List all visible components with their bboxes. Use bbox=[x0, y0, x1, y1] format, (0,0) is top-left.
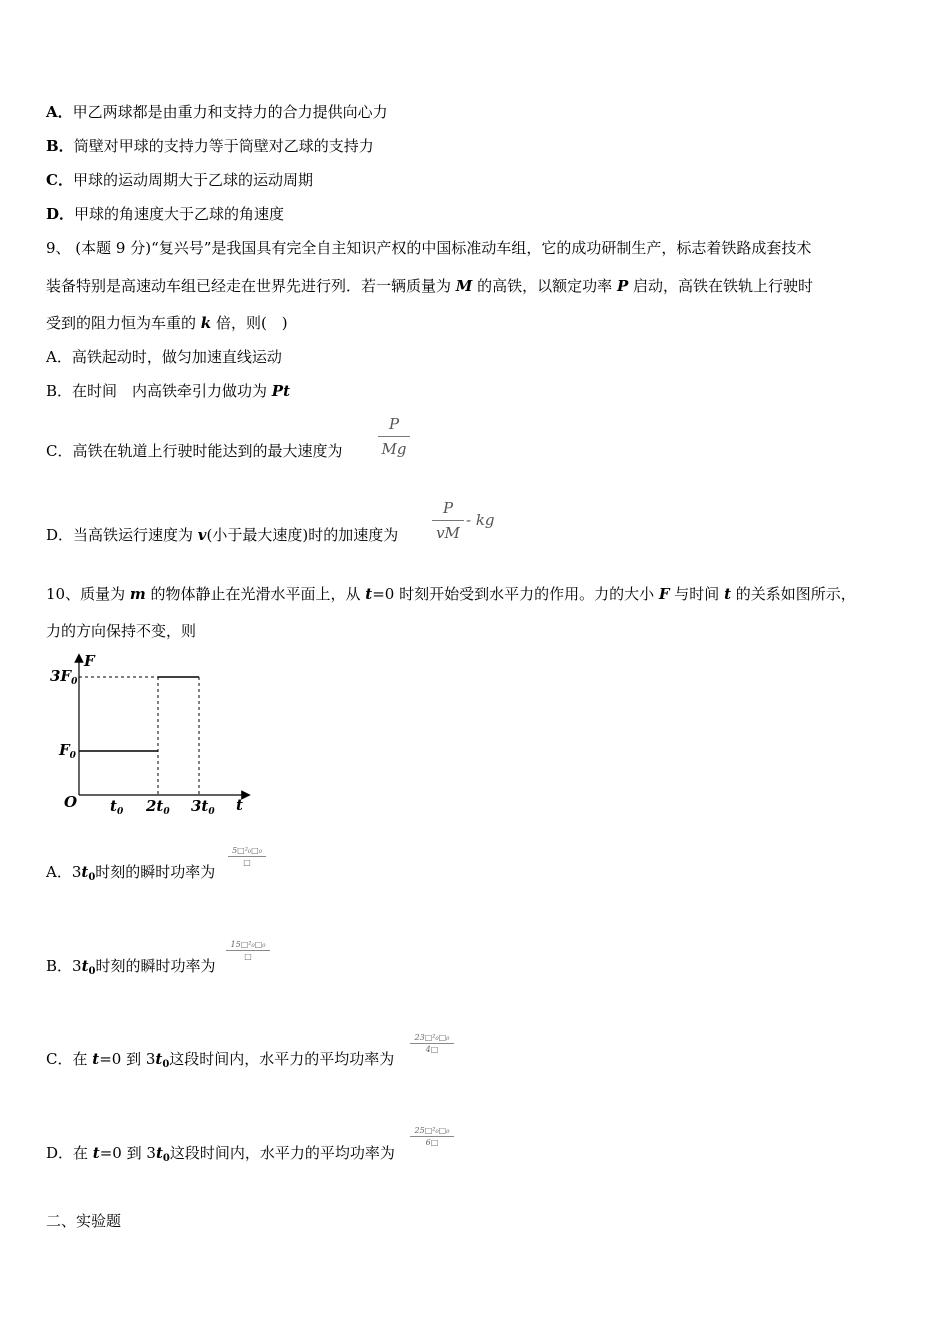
q9-option-b: B．在时间 内高铁牵引力做功为 Pt bbox=[46, 382, 291, 400]
q9-option-d: D．当高铁运行速度为 v(小于最大速度)时的加速度为 bbox=[46, 526, 399, 544]
origin-label: O bbox=[64, 793, 78, 811]
q9-option-a: A．高铁起动时，做匀加速直线运动 bbox=[46, 348, 282, 366]
q9-stem-line1: 9、 (本题 9 分)“复兴号”是我国具有完全自主知识产权的中国标准动车组，它的成功研制生产，标志着铁路成套技术 bbox=[46, 239, 812, 257]
q10-stem-line1: 10、质量为 m 的物体静止在光滑水平面上，从 t=0 时刻开始受到水平力的作用。力的大小 F 与时间 t 的关系如图所示， bbox=[46, 585, 856, 603]
x-tick-3t0: $3t_0$ bbox=[191, 797, 215, 817]
q9-option-d-tail: - kg bbox=[466, 511, 495, 529]
section-2-title: 二、实验题 bbox=[46, 1212, 122, 1230]
q10-option-b: B．$3t_0$时刻的瞬时功率为 bbox=[46, 957, 216, 977]
q9-option-c-fraction: P Mg bbox=[378, 414, 410, 459]
q10-stem-line2: 力的方向保持不变，则 bbox=[46, 622, 197, 640]
y-axis-label: F bbox=[84, 652, 95, 670]
force-time-graph bbox=[40, 650, 260, 825]
q8-option-c: C．甲球的运动周期大于乙球的运动周期 bbox=[46, 171, 313, 189]
x-axis-label: t bbox=[236, 796, 243, 814]
q9-stem-line2: 装备特别是高速动车组已经走在世界先进行列．若一辆质量为 M 的高铁，以额定功率 P 启动，高铁在铁轨上行驶时 bbox=[46, 277, 813, 295]
q10-option-c: C．在 t=0 到 $3t_0$这段时间内，水平力的平均功率为 bbox=[46, 1050, 395, 1070]
q8-option-a: A．甲乙两球都是由重力和支持力的合力提供向心力 bbox=[46, 103, 388, 121]
q9-stem-line3: 受到的阻力恒为车重的 k 倍，则( ) bbox=[46, 314, 288, 332]
x-tick-t0: $t_0$ bbox=[110, 797, 124, 817]
y-tick-f0: $F_0$ bbox=[59, 741, 76, 761]
q10-option-a: A．$3t_0$时刻的瞬时功率为 bbox=[46, 863, 216, 883]
q10-option-a-fraction: 5□²₀□₀ □ bbox=[228, 846, 266, 867]
q10-option-b-fraction: 15□²₀□₀ □ bbox=[226, 940, 270, 961]
q9-option-d-fraction: P vM bbox=[432, 498, 464, 543]
q10-option-d-fraction: 25□²₀□₀ 6□ bbox=[410, 1126, 454, 1147]
q10-option-c-fraction: 23□²₀□₀ 4□ bbox=[410, 1033, 454, 1054]
x-tick-2t0: $2t_0$ bbox=[146, 797, 170, 817]
q10-option-d: D．在 t=0 到 $3t_0$这段时间内，水平力的平均功率为 bbox=[46, 1144, 395, 1164]
q9-option-c: C．高铁在轨道上行驶时能达到的最大速度为 bbox=[46, 442, 343, 460]
y-tick-3f0: $3F_0$ bbox=[50, 667, 78, 687]
q8-option-d: D．甲球的角速度大于乙球的角速度 bbox=[46, 205, 285, 223]
q8-option-b: B．筒壁对甲球的支持力等于筒壁对乙球的支持力 bbox=[46, 137, 374, 155]
